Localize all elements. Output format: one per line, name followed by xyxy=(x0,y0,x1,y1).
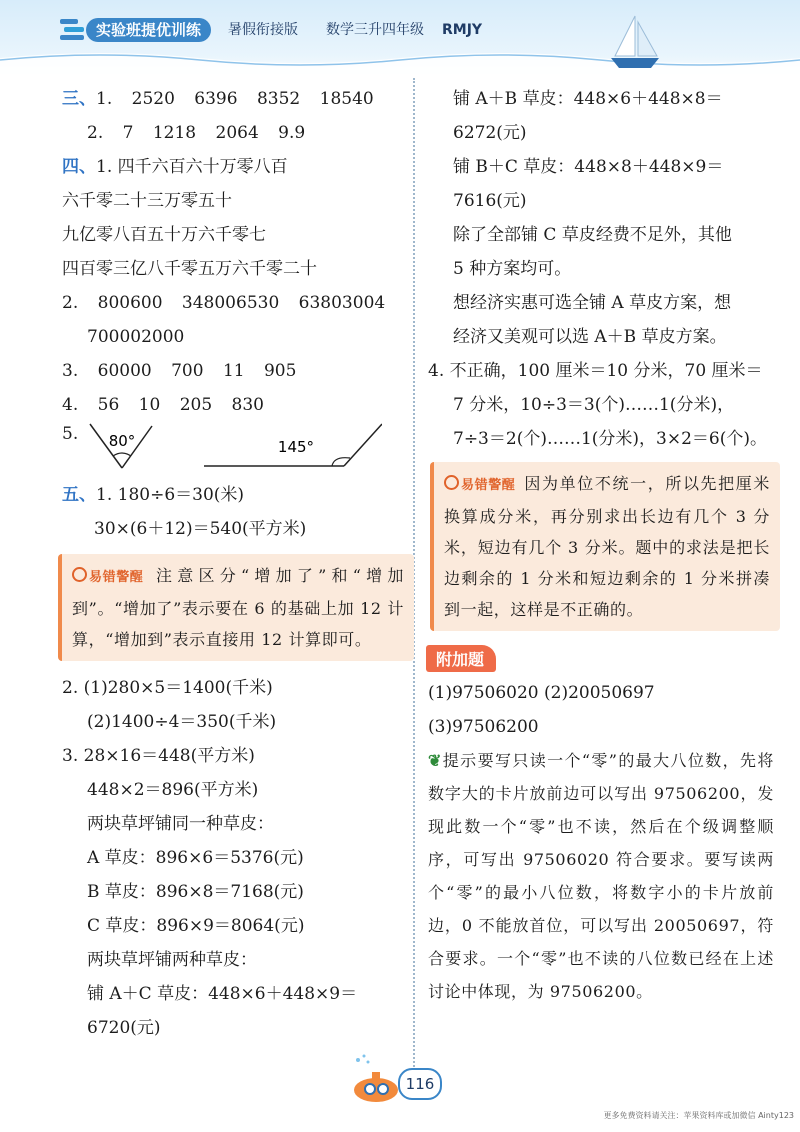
warning-text: 因为单位不统一，所以先把厘米换算成分米，再分别求出长边有几个 3 分米，短边有几个 3 分米。题中的求法是把长边剩余的 1 分米和短边剩余的 1 分米拼凑到一起，这样是不正确的。 xyxy=(444,474,770,619)
sec5-q3-line3: 两块草坪铺同一种草皮： xyxy=(87,814,274,834)
sec5-q1: 五、1. 180÷6＝30(米) xyxy=(62,485,245,505)
brand-title: 实验班提优训练 xyxy=(86,18,211,42)
sec4-q3: 3. 60000 700 11 905 xyxy=(62,361,297,381)
extra-problem-title: 附加题 xyxy=(426,645,496,672)
sec3-q1: 三、1. 2520 6396 8352 18540 xyxy=(62,89,374,109)
sec5-q3-line5: B 草皮：896×8＝7168(元) xyxy=(87,882,304,902)
angle-80-label: 80° xyxy=(108,432,136,450)
warning-box-right xyxy=(430,462,780,631)
sec5-q1-line2: 30×(6＋12)＝540(平方米) xyxy=(94,519,307,539)
warning-icon xyxy=(444,475,459,490)
sec5-q3-line4: A 草皮：896×6＝5376(元) xyxy=(87,848,304,868)
sec5-q3: 3. 28×16＝448(平方米) xyxy=(62,746,255,766)
q4-line2: 7 分米，10÷3＝3(个)……1(分米)， xyxy=(453,395,735,415)
hint-label: 提示 xyxy=(442,751,478,770)
extra-line-1: (1)97506020 (2)20050697 xyxy=(428,683,655,703)
warning-icon xyxy=(72,567,87,582)
q4-line3: 7÷3＝2(个)……1(分米)，3×2＝6(个)。 xyxy=(453,429,767,449)
right-line-5: 除了全部铺 C 草皮经费不足外，其他 xyxy=(453,225,732,245)
right-column xyxy=(428,82,774,1008)
sec4-q2-line2: 700002000 xyxy=(87,327,185,347)
right-line-6: 5 种方案均可。 xyxy=(453,259,572,279)
sec5-q2: 2. (1)280×5＝1400(千米) xyxy=(62,678,273,698)
right-line-8: 经济又美观可以选 A＋B 草皮方案。 xyxy=(453,327,727,347)
q4: 4. 不正确，100 厘米＝10 分米，70 厘米＝ xyxy=(428,361,763,381)
extra-line-2: (3)97506200 xyxy=(428,717,539,737)
sec4-q1-line4: 四百零三亿八千零五万六千零二十 xyxy=(62,259,317,279)
right-line-4: 7616(元) xyxy=(453,191,527,211)
footer-note: 更多免费资料请关注：苹果资料库或加微信 Ainty123 xyxy=(603,1111,794,1120)
hint-text: 要写只读一个“零”的最大八位数，先将数字大的卡片放前边可以写出 97506200，发现此数一个“零”也不读，然后在个级调整顺序，可写出 97506020 符合要求。要写读两个“零”的最小八位数，将数字小的卡片放前边，0 不能放首位，可以写出 20050697，符合要求。一个“零”也不读的八位数已经在上述讨论中体现，为 97506200。 xyxy=(428,751,774,1001)
edition-label: 暑假衔接版 xyxy=(228,22,298,38)
sec5-q3-line6: C 草皮：896×9＝8064(元) xyxy=(87,916,305,936)
warning-tag: 易错警醒 xyxy=(444,470,515,501)
sec4-q1-line2: 六千零二十三万零五十 xyxy=(62,191,232,211)
angle-145-figure xyxy=(204,424,382,466)
sec5-q2-line2: (2)1400÷4＝350(千米) xyxy=(87,712,277,732)
sec4-q5-index: 5. xyxy=(62,424,79,444)
sec4-q1: 四、1. 四千六百六十万零八百 xyxy=(62,157,288,177)
angle-80-figure xyxy=(90,424,152,468)
warning-tag: 易错警醒 xyxy=(72,562,143,593)
warning-box-left xyxy=(58,554,414,661)
section-3-label: 三、 xyxy=(62,89,96,109)
page-header xyxy=(0,0,800,80)
right-line-3: 铺 B＋C 草皮：448×8＋448×9＝ xyxy=(453,157,724,177)
sec5-q3-line2: 448×2＝896(平方米) xyxy=(87,780,259,800)
sec3-q2: 2. 7 1218 2064 9.9 xyxy=(87,123,306,143)
hint-block xyxy=(428,744,774,1008)
sec5-q3-line7: 两块草坪铺两种草皮： xyxy=(87,950,257,970)
sec4-q2: 2. 800600 348006530 63803004 xyxy=(62,293,386,313)
sailboat-icon xyxy=(605,12,665,72)
right-line-1: 铺 A＋B 草皮：448×6＋448×8＝ xyxy=(453,89,723,109)
right-line-2: 6272(元) xyxy=(453,123,527,143)
angle-figures xyxy=(62,422,406,478)
version-label: RMJY xyxy=(442,22,483,38)
sec5-q3-line8: 铺 A＋C 草皮：448×6＋448×9＝ xyxy=(87,984,358,1004)
sec4-q4: 4. 56 10 205 830 xyxy=(62,395,264,415)
leaf-icon: ❦ xyxy=(428,751,443,770)
left-column xyxy=(62,82,406,1045)
section-4-label: 四、 xyxy=(62,157,96,177)
warning-text: 注意区分“增加了”和“增加到”。“增加了”表示要在 6 的基础上加 12 计算，“增加到”表示直接用 12 计算即可。 xyxy=(72,566,404,649)
right-line-7: 想经济实惠可选全铺 A 草皮方案，想 xyxy=(453,293,732,313)
angle-145-label: 145° xyxy=(277,438,315,456)
sec5-q3-line9: 6720(元) xyxy=(87,1018,161,1038)
logo-mark-icon xyxy=(58,16,88,44)
header-wave xyxy=(0,40,800,80)
angle-diagram xyxy=(82,422,382,478)
section-5-label: 五、 xyxy=(62,485,96,505)
subject-label: 数学三升四年级 xyxy=(326,22,424,38)
page-number: 116 xyxy=(398,1068,442,1100)
sec4-q1-line3: 九亿零八百五十万六千零七 xyxy=(62,225,266,245)
